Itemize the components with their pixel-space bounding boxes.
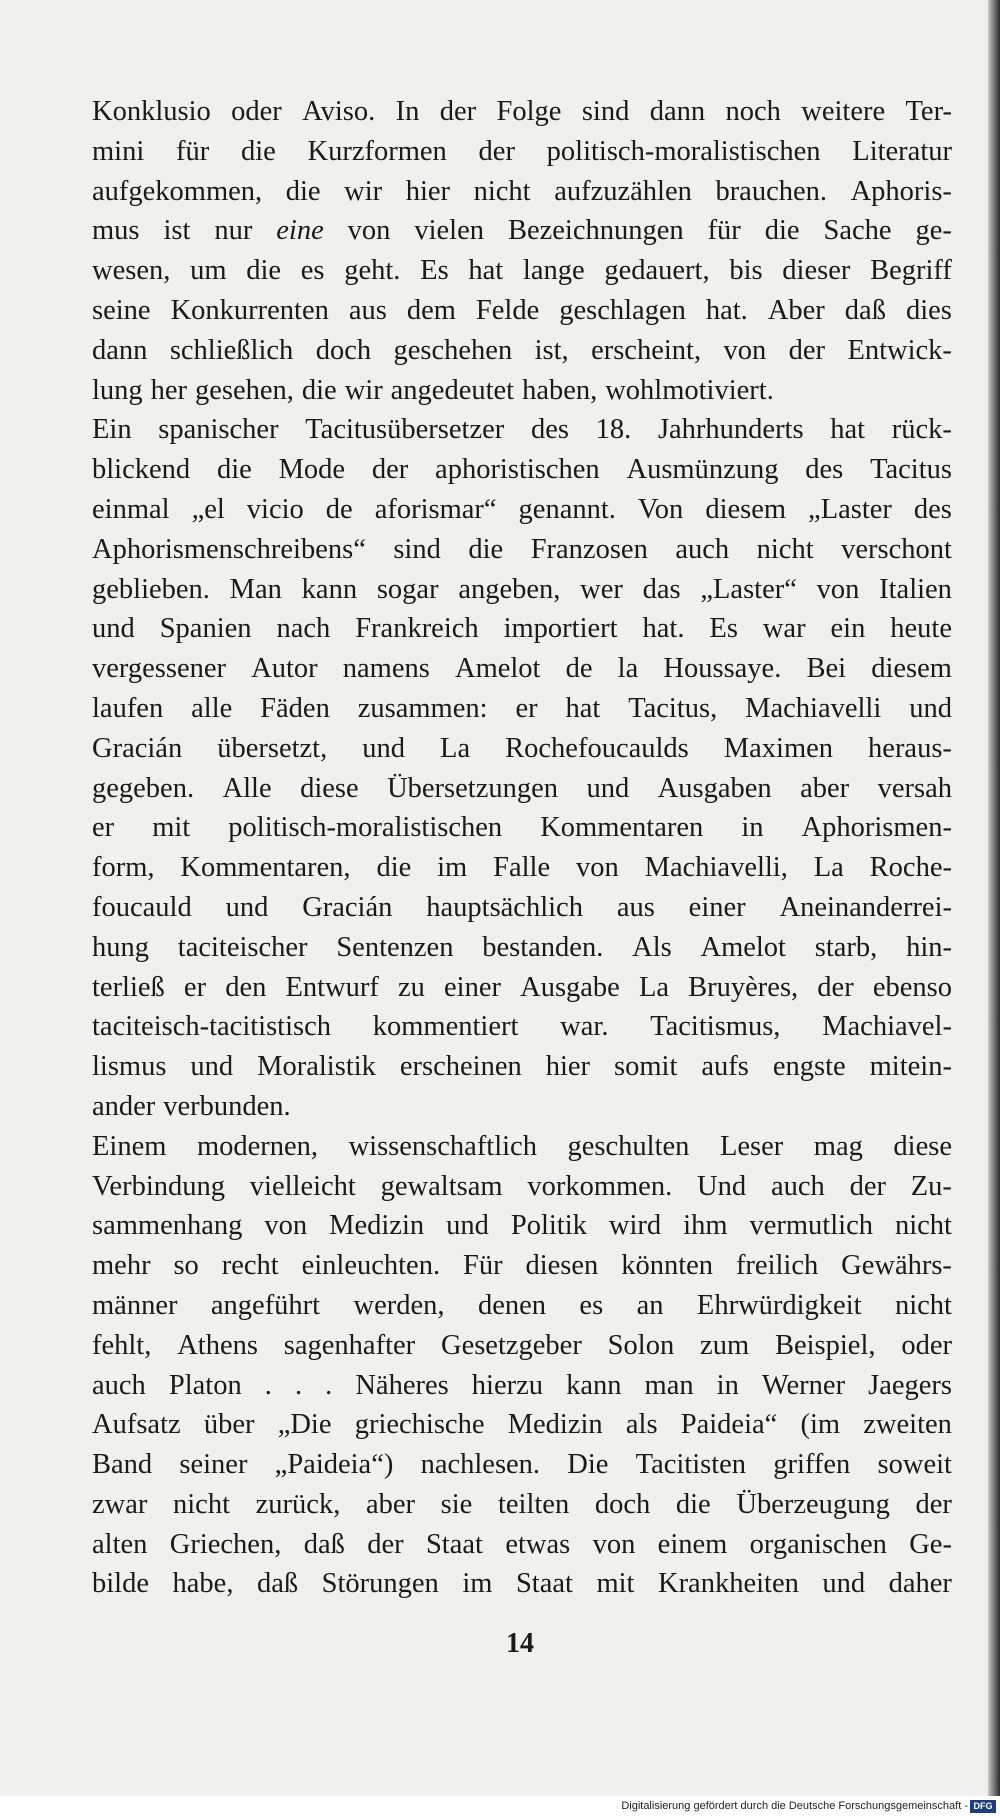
- text-line: Ein spanischer Tacitusübersetzer des 18. Jahrhunderts hat rück-: [92, 414, 952, 446]
- text-line: fehlt, Athens sagenhafter Gesetzgeber Solon zum Beispiel, oder: [92, 1329, 952, 1361]
- text-line: männer angeführt werden, denen es an Ehrwürdigkeit nicht: [92, 1289, 952, 1321]
- text-line: Verbindung vielleicht gewaltsam vorkommen. Und auch der Zu-: [92, 1170, 952, 1202]
- text-line: mini für die Kurzformen der politisch-moralistischen Literatur: [92, 135, 952, 167]
- text-line: Aphorismenschreibens“ sind die Franzosen auch nicht verschont: [92, 533, 952, 565]
- text-line: foucauld und Gracián hauptsächlich aus einer Aneinanderrei-: [92, 891, 952, 923]
- text-line: taciteisch-tacitistisch kommentiert war. Tacitismus, Machiavel-: [92, 1011, 952, 1043]
- text-line: seine Konkurrenten aus dem Felde geschlagen hat. Aber daß dies: [92, 294, 952, 326]
- text-line: vergessener Autor namens Amelot de la Houssaye. Bei diesem: [92, 653, 952, 685]
- text-line: zwar nicht zurück, aber sie teilten doch die Überzeugung der: [92, 1488, 952, 1520]
- text-line: Gracián übersetzt, und La Rochefoucaulds Maximen heraus-: [92, 732, 952, 764]
- text-line: wesen, um die es geht. Es hat lange gedauert, bis dieser Begriff: [92, 255, 952, 287]
- dfg-logo: DFG: [970, 1800, 996, 1813]
- funding-credit: Digitalisierung gefördert durch die Deutsche Forschungsgemeinschaft -: [621, 1800, 968, 1812]
- text-line: auch Platon . . . Näheres hierzu kann man in Werner Jaegers: [92, 1369, 952, 1401]
- text-line: mehr so recht einleuchten. Für diesen könnten freilich Gewährs-: [92, 1250, 952, 1282]
- text-line: sammenhang von Medizin und Politik wird ihm vermutlich nicht: [92, 1210, 952, 1242]
- body-text: [92, 92, 952, 1604]
- text-line: bilde habe, daß Störungen im Staat mit Krankheiten und daher: [92, 1568, 952, 1600]
- page-edge-shadow: [988, 0, 1000, 1796]
- text-line: geblieben. Man kann sogar angeben, wer das „Laster“ von Italien: [92, 573, 952, 605]
- text-line: aufgekommen, die wir hier nicht aufzuzählen brauchen. Aphoris-: [92, 175, 952, 207]
- text-line: mus ist nur eine von vielen Bezeichnungen für die Sache ge-: [92, 215, 952, 247]
- text-line: er mit politisch-moralistischen Kommentaren in Aphorismen-: [92, 812, 952, 844]
- text-line: und Spanien nach Frankreich importiert hat. Es war ein heute: [92, 613, 952, 645]
- text-line: einmal „el vicio de aforismar“ genannt. Von diesem „Laster des: [92, 493, 952, 525]
- text-line: ander verbunden.: [92, 1090, 291, 1122]
- text-line: dann schließlich doch geschehen ist, erscheint, von der Entwick-: [92, 334, 952, 366]
- text-line: lung her gesehen, die wir angedeutet haben, wohlmotiviert.: [92, 374, 774, 406]
- text-line: gegeben. Alle diese Übersetzungen und Ausgaben aber versah: [92, 772, 952, 804]
- text-line: blickend die Mode der aphoristischen Ausmünzung des Tacitus: [92, 454, 952, 486]
- text-line: Einem modernen, wissenschaftlich geschulten Leser mag diese: [92, 1130, 952, 1162]
- text-line: Band seiner „Paideia“) nachlesen. Die Tacitisten griffen soweit: [92, 1449, 952, 1481]
- text-line: lismus und Moralistik erscheinen hier somit aufs engste mitein-: [92, 1051, 952, 1083]
- text-line: Konklusio oder Aviso. In der Folge sind dann noch weitere Ter-: [92, 96, 952, 127]
- text-line: hung taciteischer Sentenzen bestanden. Als Amelot starb, hin-: [92, 931, 952, 963]
- text-line: Aufsatz über „Die griechische Medizin als Paideia“ (im zweiten: [92, 1409, 952, 1441]
- text-line: alten Griechen, daß der Staat etwas von einem organischen Ge-: [92, 1528, 952, 1560]
- text-line: form, Kommentaren, die im Falle von Machiavelli, La Roche-: [92, 852, 952, 884]
- text-line: terließ er den Entwurf zu einer Ausgabe La Bruyères, der ebenso: [92, 971, 952, 1003]
- text-line: laufen alle Fäden zusammen: er hat Tacitus, Machiavelli und: [92, 692, 952, 724]
- page-number: 14: [506, 1628, 534, 1659]
